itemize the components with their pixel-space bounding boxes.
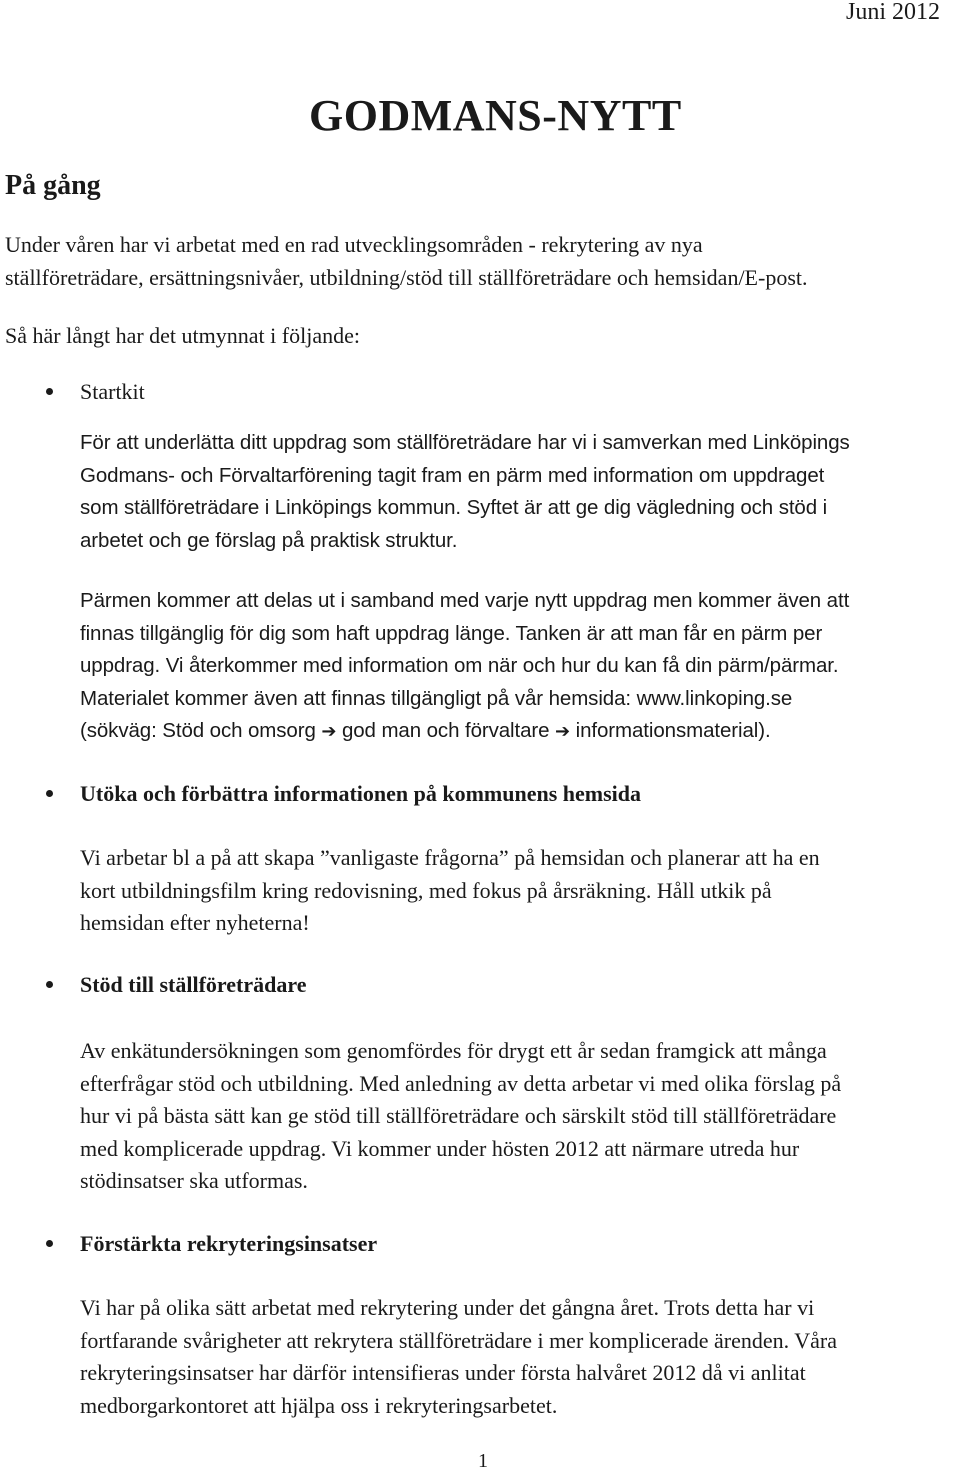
paragraph-line: Materialet kommer även att finnas tillgängligt på vår hemsida: www.linkoping.se (80, 686, 793, 710)
paragraph-line: arbetet och ge förslag på praktisk struktur. (80, 528, 458, 552)
arrow-right-icon: ➔ (555, 721, 571, 743)
paragraph-line: efterfrågar stöd och utbildning. Med anledning av detta arbetar vi med olika förslag på (80, 1070, 842, 1096)
page-number: 1 (478, 1450, 488, 1472)
paragraph-line: finnas tillgänglig för dig som haft uppdrag länge. Tanken är att man får en pärm per (80, 621, 823, 645)
paragraph-line: rekryteringsinsatser har därför intensifieras under första halvåret 2012 då vi anlitat (80, 1360, 806, 1386)
paragraph-line: hemsidan efter nyheterna! (80, 910, 310, 936)
path-end: informationsmaterial). (575, 719, 771, 743)
bullet-stod (46, 981, 53, 988)
stod-paragraph (80, 1035, 960, 1198)
document-title: GODMANS-NYTT (309, 91, 682, 140)
paragraph-line: fortfarande svårigheter att rekrytera ställföreträdare i mer komplicerade ärenden. Våra (80, 1327, 837, 1353)
startkit-heading: Startkit (80, 379, 145, 404)
paragraph-line: hur vi på bästa sätt kan ge stöd till ställföreträdare och särskilt stöd till ställföreträdare (80, 1103, 837, 1129)
intro-paragraph (5, 229, 955, 294)
startkit-paragraph-1 (80, 427, 960, 557)
document-date: Juni 2012 (845, 0, 940, 25)
paragraph-line: medborgarkontoret att hjälpa oss i rekryteringsarbetet. (80, 1392, 558, 1418)
path-prefix: (sökväg: Stöd och omsorg (80, 719, 316, 743)
paragraph-line: uppdrag. Vi återkommer med information om när och hur du kan få din pärm/pärmar. (80, 654, 839, 678)
bullet-rekrytering (46, 1240, 53, 1247)
arrow-right-icon: ➔ (321, 721, 337, 743)
bullet-hemsida (46, 790, 53, 797)
intro-line: Under våren har vi arbetat med en rad utvecklingsområden - rekrytering av nya (5, 232, 703, 257)
bullet-startkit (46, 388, 53, 395)
paragraph-line: som ställföreträdare i Linköpings kommun. Syftet är att ge dig vägledning och stöd i (80, 496, 828, 520)
paragraph-line: med komplicerade uppdrag. Vi kommer under hösten 2012 att närmare utreda hur (80, 1135, 800, 1161)
rekrytering-paragraph (80, 1292, 960, 1422)
paragraph-line: Godmans- och Förvaltarförening tagit fram en pärm med information om uppdraget (80, 463, 825, 487)
paragraph-line: kort utbildningsfilm kring redovisning, med fokus på årsräkning. Håll utkik på (80, 877, 772, 903)
paragraph-line: stödinsatser ska utformas. (80, 1168, 308, 1194)
hemsida-heading: Utöka och förbättra informationen på kommunens hemsida (80, 781, 642, 806)
paragraph-line: Av enkätundersökningen som genomfördes för drygt ett år sedan framgick att många (80, 1038, 827, 1063)
paragraph-line: För att underlätta ditt uppdrag som ställföreträdare har vi i samverkan med Linköpings (80, 431, 850, 454)
section-heading: På gång (5, 170, 101, 201)
path-mid: god man och förvaltare (341, 719, 550, 743)
intro-line: ställföreträdare, ersättningsnivåer, utbildning/stöd till ställföreträdare och hemsidan/E-post. (5, 264, 808, 290)
startkit-paragraph-2 (80, 585, 960, 749)
paragraph-line: Vi arbetar bl a på att skapa ”vanligaste frågorna” på hemsidan och planerar att ha en (80, 845, 820, 870)
paragraph-line: Vi har på olika sätt arbetat med rekrytering under det gångna året. Trots detta har vi (80, 1295, 815, 1320)
stod-heading: Stöd till ställföreträdare (80, 972, 307, 997)
rekrytering-heading: Förstärkta rekryteringsinsatser (80, 1231, 378, 1256)
hemsida-paragraph (80, 842, 960, 940)
path-line (80, 715, 960, 749)
paragraph-line: Pärmen kommer att delas ut i samband med varje nytt uppdrag men kommer även att (80, 589, 850, 612)
intro-lead: Så här långt har det utmynnat i följande: (5, 323, 360, 348)
